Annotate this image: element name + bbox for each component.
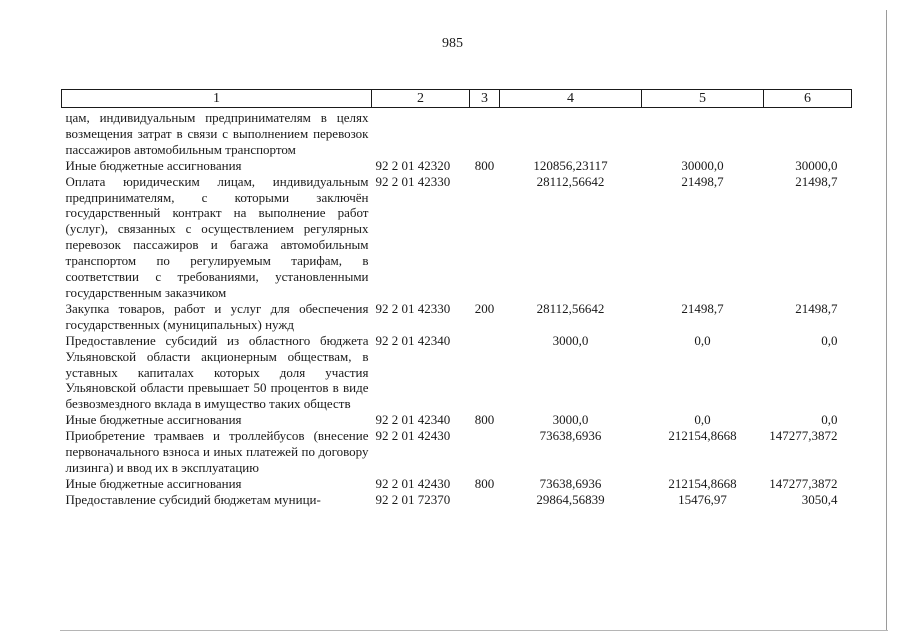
page-edge-right xyxy=(886,10,887,630)
row-value-col4: 120856,23117 xyxy=(533,157,608,173)
row-expense-type xyxy=(470,492,500,508)
column-header-5: 5 xyxy=(642,90,764,108)
row-value-col4: 3000,0 xyxy=(552,412,589,428)
row-value-col6: 3050,4 xyxy=(801,491,838,507)
row-value-col5: 0,0 xyxy=(694,332,711,348)
row-value-col6: 147277,3872 xyxy=(769,428,838,444)
row-value-col6: 21498,7 xyxy=(795,300,838,316)
table-row xyxy=(62,333,852,413)
row-name: Предоставление субсидий из областного бюджета Ульяновской области акционерным обществам, в уставных капиталах которых доля участия Ульяновской области превышает 50 процентов в виде безвозмездного вклада в имущество таких обществ xyxy=(65,332,369,412)
row-name: цам, индивидуальным предпринимателям в целях возмещения затрат в связи с выполнением перевозок пассажиров автомобильным транспортом xyxy=(65,110,369,157)
table-row xyxy=(62,476,852,492)
row-value-col5: 15476,97 xyxy=(678,491,727,507)
row-name: Закупка товаров, работ и услуг для обеспечения государственных (муниципальных) нужд xyxy=(65,300,369,332)
page-number: 985 xyxy=(442,36,463,51)
row-value-col4: 3000,0 xyxy=(552,332,589,348)
row-name: Иные бюджетные ассигнования xyxy=(65,475,242,491)
row-expense-type xyxy=(470,333,500,413)
row-value-col6: 30000,0 xyxy=(795,157,838,173)
row-code xyxy=(372,108,470,158)
table-row xyxy=(62,428,852,476)
budget-table xyxy=(61,89,852,508)
row-code: 92 2 01 42340 xyxy=(375,412,451,428)
column-header-6: 6 xyxy=(764,90,852,108)
row-value-col6 xyxy=(764,108,852,158)
row-value-col5: 21498,7 xyxy=(681,173,724,189)
row-expense-type: 800 xyxy=(474,475,495,491)
row-value-col4: 28112,56642 xyxy=(536,300,605,316)
row-expense-type: 800 xyxy=(474,157,495,173)
row-name: Оплата юридическим лицам, индивидуальным предпринимателям, с которыми заключён государственный контракт на выполнение работ (услуг), связанных с осуществлением регулярных перевозок пассажиров и багажа автомобильным транспортом по регулируемым тарифам, в соответствии с требованиями, установленными государственным заказчиком xyxy=(65,173,369,300)
row-code: 92 2 01 42330 xyxy=(375,173,451,189)
row-value-col5: 0,0 xyxy=(694,412,711,428)
table-row xyxy=(62,492,852,508)
row-value-col5: 212154,8668 xyxy=(668,475,737,491)
row-value-col4: 28112,56642 xyxy=(536,173,605,189)
row-expense-type xyxy=(470,428,500,476)
row-expense-type xyxy=(470,174,500,301)
row-value-col5: 21498,7 xyxy=(681,300,724,316)
page-edge-bottom xyxy=(60,630,888,631)
row-name: Иные бюджетные ассигнования xyxy=(65,412,242,428)
row-value-col6: 21498,7 xyxy=(795,173,838,189)
column-header-1: 1 xyxy=(62,90,372,108)
column-header-2: 2 xyxy=(372,90,470,108)
row-value-col4: 73638,6936 xyxy=(539,475,602,491)
row-value-col5 xyxy=(642,108,764,158)
row-code: 92 2 01 42320 xyxy=(375,157,451,173)
row-name: Приобретение трамваев и троллейбусов (внесение первоначального взноса и иных платежей по договору лизинга) и ввод их в эксплуатацию xyxy=(65,428,369,475)
table-header-row xyxy=(62,90,852,108)
column-header-3: 3 xyxy=(470,90,500,108)
row-value-col4: 73638,6936 xyxy=(539,428,602,444)
row-expense-type: 200 xyxy=(474,300,495,316)
table-row xyxy=(62,412,852,428)
row-value-col6: 0,0 xyxy=(821,412,838,428)
row-expense-type: 800 xyxy=(474,412,495,428)
table-row xyxy=(62,158,852,174)
row-value-col5: 212154,8668 xyxy=(668,428,737,444)
row-name: Иные бюджетные ассигнования xyxy=(65,157,242,173)
row-value-col6: 0,0 xyxy=(821,332,838,348)
row-code: 92 2 01 72370 xyxy=(375,491,451,507)
row-code: 92 2 01 42430 xyxy=(375,475,451,491)
row-name: Предоставление субсидий бюджетам муници- xyxy=(65,491,321,507)
row-value-col4 xyxy=(500,108,642,158)
row-value-col6: 147277,3872 xyxy=(769,475,838,491)
row-code: 92 2 01 42330 xyxy=(375,300,451,316)
row-code: 92 2 01 42430 xyxy=(375,428,451,444)
row-value-col5: 30000,0 xyxy=(681,157,724,173)
table-row xyxy=(62,108,852,158)
table-row xyxy=(62,174,852,301)
row-code: 92 2 01 42340 xyxy=(375,332,451,348)
table-row xyxy=(62,301,852,333)
column-header-4: 4 xyxy=(500,90,642,108)
row-expense-type xyxy=(470,108,500,158)
row-value-col4: 29864,56839 xyxy=(536,491,605,507)
